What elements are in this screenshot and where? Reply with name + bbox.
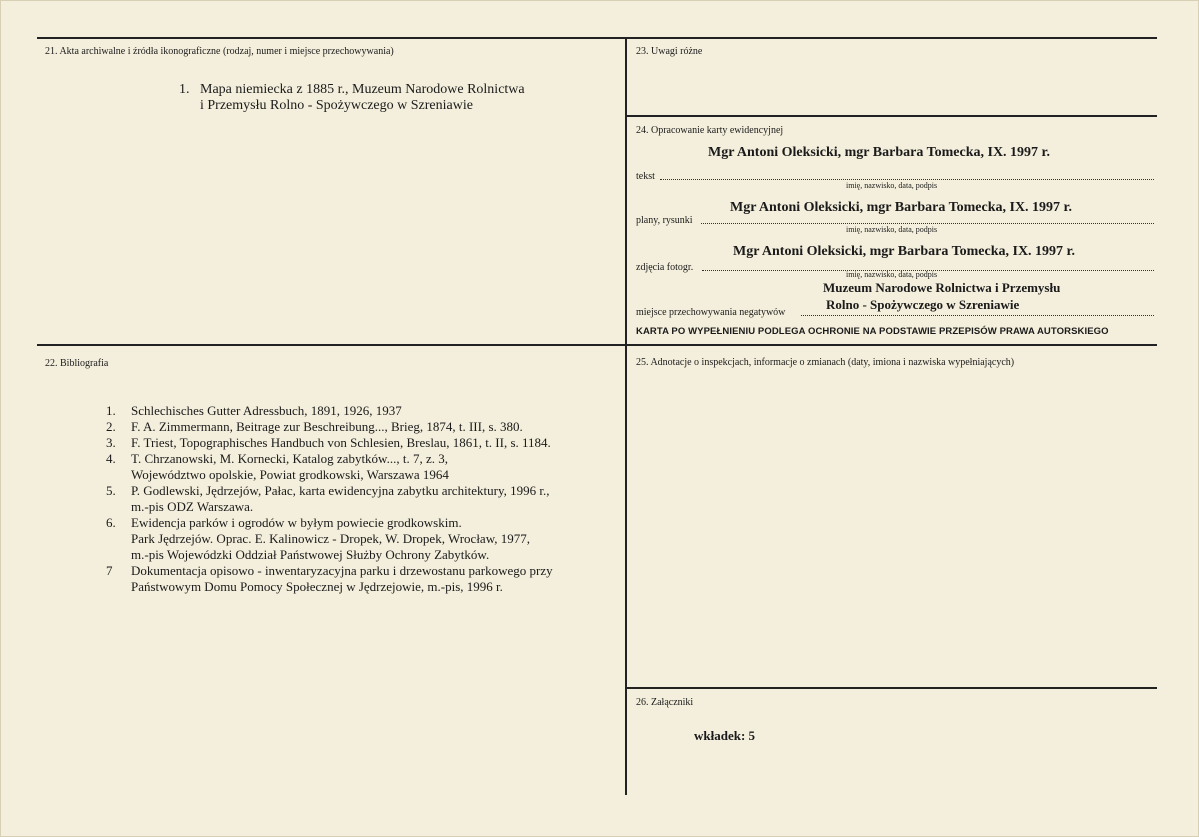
miejsce-value-line2: Rolno - Spożywczego w Szreniawie — [826, 297, 1020, 312]
bibliography-list — [106, 403, 553, 595]
section-22-label: 22. Bibliografia — [45, 358, 109, 369]
bibliography-item-text: Ewidencja parków i ogrodów w byłym powiecie grodkowskim. — [131, 515, 462, 530]
attachments-value: wkładek: 5 — [694, 728, 756, 743]
zdjecia-value: Mgr Antoni Oleksicki, mgr Barbara Tomecka, IX. 1997 r. — [733, 244, 1075, 259]
miejsce-label: miejsce przechowywania negatywów — [636, 307, 786, 318]
bibliography-item — [106, 483, 553, 515]
bibliography-item — [106, 419, 553, 435]
bibliography-item-text: Park Jędrzejów. Oprac. E. Kalinowicz - Dropek, W. Dropek, Wrocław, 1977, — [131, 531, 530, 546]
bibliography-item-number: 7 — [106, 563, 113, 578]
bibliography-item — [106, 515, 553, 563]
s21-item-line1: Mapa niemiecka z 1885 r., Muzeum Narodowe Rolnictwa — [200, 82, 525, 97]
copyright-notice: KARTA PO WYPEŁNIENIU PODLEGA OCHRONIE NA PODSTAWIE PRZEPISÓW PRAWA AUTORSKIEGO — [636, 326, 1109, 337]
s21-item-number: 1. — [179, 82, 190, 97]
tekst-hint: imię, nazwisko, data, podpis — [846, 181, 938, 190]
plany-line — [701, 223, 1154, 224]
bibliography-item-number: 5. — [106, 483, 116, 498]
plany-hint: imię, nazwisko, data, podpis — [846, 225, 938, 234]
section-21-label: 21. Akta archiwalne i źródła ikonograficzne (rodzaj, numer i miejsce przechowywania) — [45, 46, 394, 57]
bibliography-item — [106, 563, 553, 595]
bibliography-item-text: m.-pis Wojewódzki Oddział Państwowej Służby Ochrony Zabytków. — [131, 547, 490, 562]
bibliography-item-text: Schlechisches Gutter Adressbuch, 1891, 1926, 1937 — [131, 403, 402, 418]
zdjecia-label: zdjęcia fotogr. — [636, 262, 694, 273]
tekst-line — [660, 179, 1154, 180]
miejsce-line — [801, 315, 1154, 316]
section-25-label: 25. Adnotacje o inspekcjach, informacje o zmianach (daty, imiona i nazwiska wypełniających) — [636, 357, 1015, 368]
bibliography-item — [106, 435, 553, 451]
zdjecia-hint: imię, nazwisko, data, podpis — [846, 270, 938, 279]
bibliography-item-text: Województwo opolskie, Powiat grodkowski, Warszawa 1964 — [131, 467, 449, 482]
middle-rule — [37, 344, 1157, 346]
bibliography-item-text: T. Chrzanowski, M. Kornecki, Katalog zabytków..., t. 7, z. 3, — [131, 451, 448, 466]
rule-25-26 — [626, 687, 1157, 689]
plany-label: plany, rysunki — [636, 215, 693, 226]
bibliography-item-number: 1. — [106, 403, 116, 418]
bibliography-item-text: F. Triest, Topographisches Handbuch von Schlesien, Breslau, 1861, t. II, s. 1184. — [131, 435, 551, 450]
section-23-label: 23. Uwagi różne — [636, 46, 703, 57]
section-26-label: 26. Załączniki — [636, 697, 694, 708]
bibliography-item — [106, 451, 553, 483]
rule-23-24 — [626, 115, 1157, 117]
bibliography-item-text: m.-pis ODZ Warszawa. — [131, 499, 254, 514]
bibliography-item-text: Państwowym Domu Pomocy Społecznej w Jędrzejowie, m.-pis, 1996 r. — [131, 579, 503, 594]
miejsce-value-line1: Muzeum Narodowe Rolnictwa i Przemysłu — [823, 280, 1061, 295]
bibliography-item-number: 2. — [106, 419, 116, 434]
top-rule — [37, 37, 1157, 39]
bibliography-item-number: 6. — [106, 515, 116, 530]
bibliography-item-text: P. Godlewski, Jędrzejów, Pałac, karta ewidencyjna zabytku architektury, 1996 r., — [131, 483, 550, 498]
bibliography-item — [106, 403, 553, 419]
center-divider — [625, 37, 627, 795]
bibliography-item-text: Dokumentacja opisowo - inwentaryzacyjna parku i drzewostanu parkowego przy — [131, 563, 553, 578]
tekst-label: tekst — [636, 171, 655, 182]
bibliography-item-number: 3. — [106, 435, 116, 450]
tekst-value: Mgr Antoni Oleksicki, mgr Barbara Tomecka, IX. 1997 r. — [708, 145, 1050, 160]
s21-item-line2: i Przemysłu Rolno - Spożywczego w Szreniawie — [200, 98, 473, 113]
section-24-label: 24. Opracowanie karty ewidencyjnej — [636, 125, 784, 136]
plany-value: Mgr Antoni Oleksicki, mgr Barbara Tomecka, IX. 1997 r. — [730, 200, 1072, 215]
bibliography-item-number: 4. — [106, 451, 116, 466]
bibliography-item-text: F. A. Zimmermann, Beitrage zur Beschreibung..., Brieg, 1874, t. III, s. 380. — [131, 419, 523, 434]
